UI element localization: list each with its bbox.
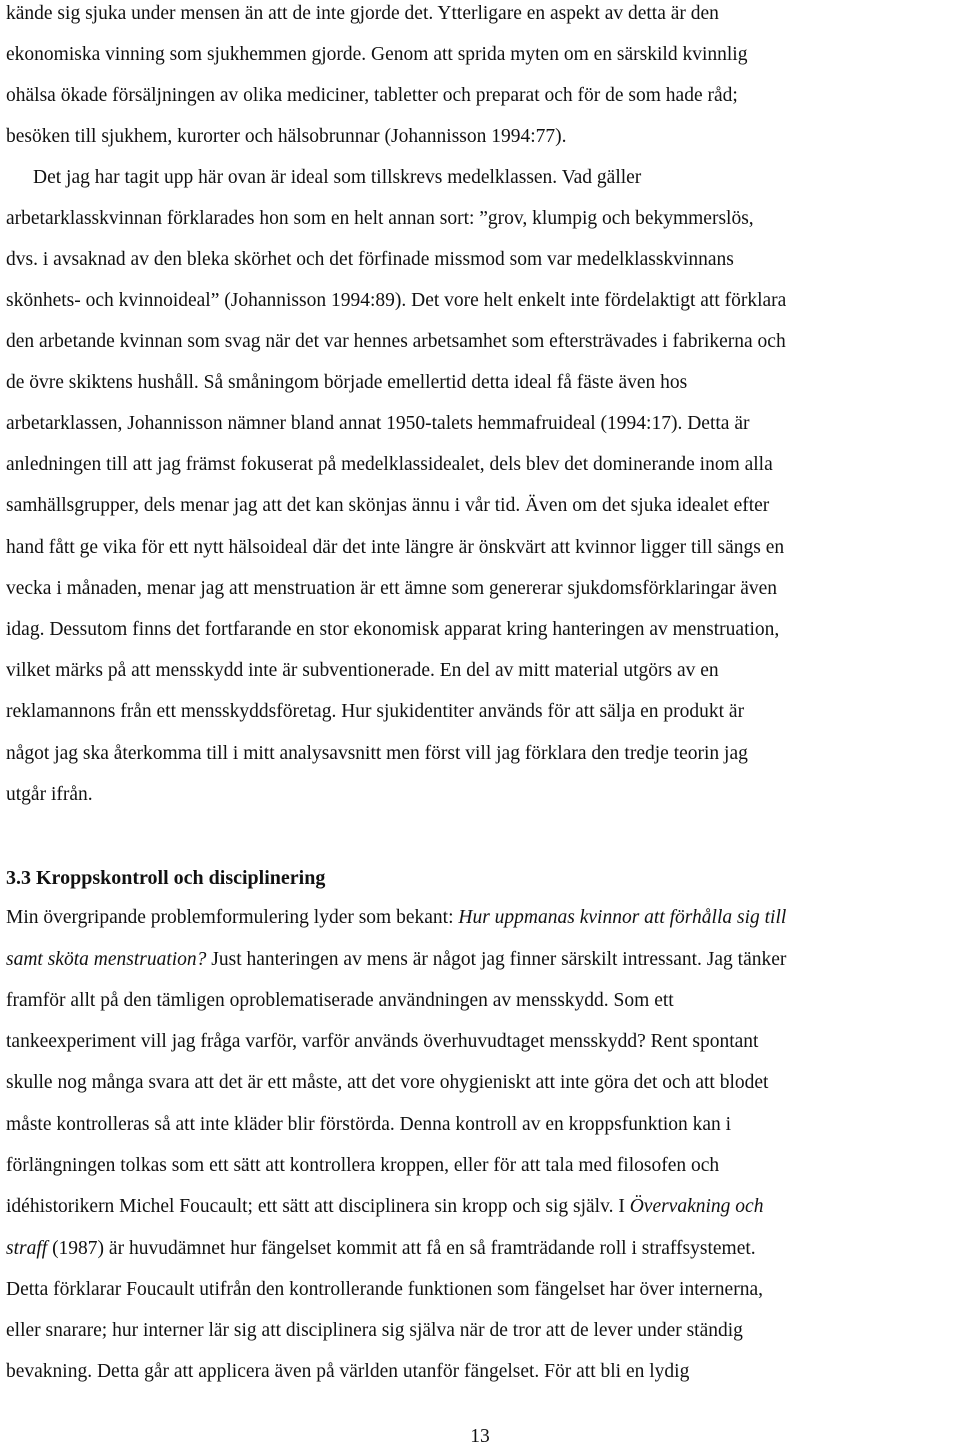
text-line: bevakning. Detta går att applicera även på världen utanför fängelset. För att bli en lydig	[6, 1361, 690, 1382]
text-line	[6, 948, 786, 972]
text-line: ekonomiska vinning som sjukhemmen gjorde. Genom att sprida myten om en särskild kvinnlig	[6, 44, 748, 65]
text-line: ohälsa ökade försäljningen av olika mediciner, tabletter och preparat och för de som hade råd;	[6, 85, 738, 106]
text-line: skulle nog många svara att det är ett måste, att det vore ohygieniskt att inte göra det och att blodet	[6, 1072, 769, 1093]
text-line	[6, 906, 786, 930]
text-line: eller snarare; hur interner lär sig att disciplinera sig själva när de tror att de lever under ständig	[6, 1320, 743, 1341]
text-line: anledningen till att jag främst fokuserat på medelklassidealet, dels blev det dominerande inom alla	[6, 454, 773, 475]
text-run-italic: Övervakning och	[629, 1196, 764, 1217]
text-line: något jag ska återkomma till i mitt analysavsnitt men först vill jag förklara den tredje teorin jag	[6, 743, 748, 764]
text-line	[6, 1195, 763, 1219]
text-line: måste kontrolleras så att inte kläder blir förstörda. Denna kontroll av en kroppsfunktion kan i	[6, 1114, 732, 1135]
text-run: (1987) är huvudämnet hur fängelset kommit att få en så framträdande roll i straffsystemet.	[47, 1238, 756, 1259]
text-line: hand fått ge vika för ett nytt hälsoideal där det inte längre är önskvärt att kvinnor ligger till sängs en	[6, 537, 785, 558]
text-line: arbetarklasskvinnan förklarades hon som en helt annan sort: ”grov, klumpig och bekymmerslös,	[6, 208, 754, 229]
text-run-italic: straff	[6, 1238, 48, 1259]
text-run-italic: samt sköta menstruation?	[6, 949, 207, 970]
text-line: den arbetande kvinnan som svag när det var hennes arbetsamhet som eftersträvades i fabrikerna och	[6, 331, 786, 352]
text-line: besöken till sjukhem, kurorter och hälsobrunnar (Johannisson 1994:77).	[6, 126, 567, 147]
text-run: Just hanteringen av mens är något jag finner särskilt intressant. Jag tänker	[206, 949, 787, 970]
text-line: skönhets- och kvinnoideal” (Johannisson 1994:89). Det vore helt enkelt inte fördelaktigt att förklara	[6, 290, 787, 311]
text-line: förlängningen tolkas som ett sätt att kontrollera kroppen, eller för att tala med filosofen och	[6, 1155, 720, 1176]
text-line: kände sig sjuka under mensen än att de inte gjorde det. Ytterligare en aspekt av detta är den	[6, 3, 719, 24]
text-line: vilket märks på att mensskydd inte är subventionerade. En del av mitt material utgörs av en	[6, 660, 719, 681]
text-line: tankeexperiment vill jag fråga varför, varför används överhuvudtaget mensskydd? Rent spontant	[6, 1031, 759, 1052]
text-line: reklamannons från ett mensskyddsföretag. Hur sjukidentiter används för att sälja en produkt är	[6, 701, 745, 722]
section-heading: 3.3 Kroppskontroll och disciplinering	[6, 867, 326, 889]
text-run: idéhistorikern Michel Foucault; ett sätt att disciplinera sin kropp och sig själv. I	[6, 1196, 630, 1217]
text-line: framför allt på den tämligen oproblematiserade användningen av mensskydd. Som ett	[6, 990, 674, 1011]
text-line: Detta förklarar Foucault utifrån den kontrollerande funktionen som fängelset har över internerna,	[6, 1279, 763, 1300]
text-line-indented: Det jag har tagit upp här ovan är ideal som tillskrevs medelklassen. Vad gäller	[33, 167, 642, 188]
text-line: de övre skiktens hushåll. Så småningom började emellertid detta ideal få fäste även hos	[6, 372, 688, 393]
text-run: Min övergripande problemformulering lyder som bekant:	[6, 907, 459, 928]
text-line: idag. Dessutom finns det fortfarande en stor ekonomisk apparat kring hanteringen av menstruation,	[6, 619, 780, 640]
text-line: dvs. i avsaknad av den bleka skörhet och det förfinade missmod som var medelklasskvinnans	[6, 249, 734, 270]
text-line: vecka i månaden, menar jag att menstruation är ett ämne som genererar sjukdomsförklaringar även	[6, 578, 778, 599]
text-line: samhällsgrupper, dels menar jag att det kan skönjas ännu i vår tid. Även om det sjuka idealet efter	[6, 495, 770, 516]
text-line	[6, 1237, 756, 1261]
text-line: arbetarklassen, Johannisson nämner bland annat 1950-talets hemmafruideal (1994:17). Detta är	[6, 413, 750, 434]
page-number: 13	[470, 1426, 490, 1447]
text-run-italic: Hur uppmanas kvinnor att förhålla sig till	[458, 907, 787, 928]
text-line: utgår ifrån.	[6, 784, 93, 805]
